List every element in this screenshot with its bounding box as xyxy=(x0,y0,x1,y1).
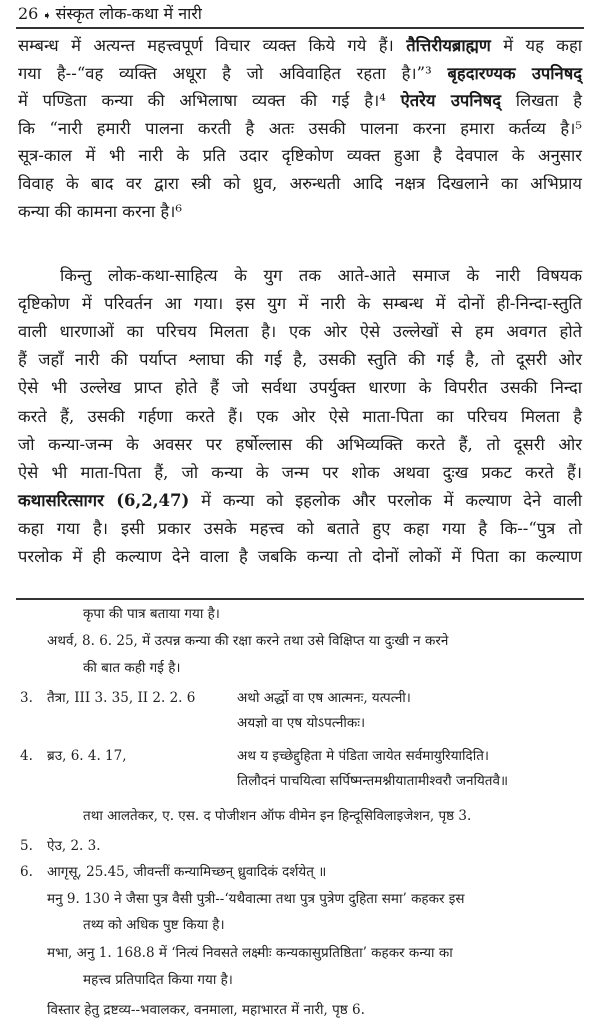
footnote-text: आगृसू, 25.45, जीवन्तीं कन्यामिच्छन् ध्रुवादिकं दर्शयेत् ॥ xyxy=(47,864,327,880)
text-line xyxy=(18,490,582,512)
footnote-text: तैत्रा, III 3. 35, II 2. 2. 6 xyxy=(47,690,196,706)
text-segment: में कन्या को इहलोक और परलोक में कल्याण देने वाली xyxy=(189,490,583,510)
text-segment: सम्बन्ध में अत्यन्त महत्त्वपूर्ण विचार व्यक्त किये गये हैं। xyxy=(18,36,407,55)
text-line xyxy=(18,145,582,167)
text-line xyxy=(18,434,582,456)
text-line xyxy=(18,462,582,484)
text-line xyxy=(18,201,582,223)
footnote-text: मनु 9. 130 ने जैसा पुत्र वैसी पुत्री--‘यथैवात्मा तथा पुत्र पुत्रेण दुहिता समा’ कहकर इस xyxy=(47,891,465,907)
text-segment: दृष्टिकोण में परिवर्तन आ गया। इस युग में नारी के सम्बन्ध में दोनों ही-निन्दा-स्तुति xyxy=(18,294,582,314)
footnote-number: 3. xyxy=(20,690,33,706)
text-line xyxy=(18,173,582,195)
double-arrow-icon: ➧ xyxy=(42,9,52,22)
text-segment: लिखता है xyxy=(500,91,582,111)
text-line xyxy=(18,377,582,399)
footnote-text: कृपा की पात्र बताया गया है। xyxy=(83,606,220,622)
footnote-text: मभा, अनु 1. 168.8 में ‘नित्यं निवसते लक्ष्मीः कन्यकासुप्रतिष्ठिता’ कहकर कन्या का xyxy=(47,945,453,961)
bold-source-title: कथासरित्सागर (6,2,47) xyxy=(18,490,190,510)
sanskrit-quote: अथो अर्द्धो वा एष आत्मनः, यत्पत्नी। xyxy=(237,690,411,706)
running-header xyxy=(18,2,202,24)
text-segment: जो कन्या-जन्म के अवसर पर हर्षोल्लास की अभिव्यक्ति करते हैं, तो दूसरी ओर xyxy=(18,434,582,454)
text-segment: सूत्र-काल में भी नारी के प्रति उदार दृष्टिकोण व्यक्त हुआ है देवपाल के अनुसार xyxy=(18,146,582,166)
sanskrit-quote: अयज्ञो वा एष योऽपत्नीकः। xyxy=(237,715,366,731)
footnote-text: ब्रउ, 6. 4. 17, xyxy=(47,748,127,764)
footnote-number: 6. xyxy=(20,864,33,880)
footnote-rule xyxy=(16,598,584,600)
text-line xyxy=(18,349,582,371)
text-segment: ऐसे भी उल्लेख प्राप्त होते हैं जो सर्वथा उपर्युक्त धारणा के विपरीत उसकी निन्दा xyxy=(18,378,582,398)
text-segment: कन्या की कामना करना है।⁶ xyxy=(18,201,183,221)
sanskrit-quote: तिलौदनं पाचयित्वा सर्पिष्मन्तमश्नीयातामीश्वरौ जनयितवै॥ xyxy=(237,773,509,789)
text-line xyxy=(18,321,582,343)
header-rule xyxy=(16,27,584,29)
footnote-text: महत्त्व प्रतिपादित किया गया है। xyxy=(83,972,233,988)
text-segment: में पण्डिता कन्या की अभिलाषा व्यक्त की गई है।⁴ xyxy=(18,91,401,111)
bold-source-title: बृहदारण्यक उपनिषद् xyxy=(447,63,582,83)
text-line xyxy=(60,265,582,287)
text-line xyxy=(18,293,582,315)
text-line xyxy=(18,63,582,85)
text-segment: कहा गया है। इसी प्रकार उसके महत्त्व को बताते हुए कहा गया है कि--“पुत्र तो xyxy=(18,518,582,538)
footnote-text: की बात कही गई है। xyxy=(83,660,181,676)
text-segment: परलोक में ही कल्याण देने वाला है जबकि कन्या तो दोनों लोकों में पिता का कल्याण xyxy=(18,547,582,566)
footnote-text: विस्तार हेतु द्रष्टव्य--भवालकर, वनमाला, महाभारत में नारी, पृष्ठ 6. xyxy=(47,1002,365,1018)
text-line xyxy=(18,35,582,57)
footnote-text: अथर्व, 8. 6. 25, में उत्पन्न कन्या की रक्षा करने तथा उसे विक्षिप्त या दुःखी न करने xyxy=(47,633,449,649)
footnote-number: 4. xyxy=(20,748,33,764)
text-segment: विवाह के बाद वर द्वारा स्त्री को ध्रुव, अरुन्धती आदि नक्षत्र दिखलाने का अभिप्राय xyxy=(18,174,582,193)
bold-source-title: ऐतरेय उपनिषद् xyxy=(400,91,501,111)
text-segment: हैं जहाँ नारी की पर्याप्त श्लाघा की गई है, उसकी स्तुति की गई है, तो दूसरी ओर xyxy=(18,350,582,370)
text-segment: ऐसे भी माता-पिता हैं, जो कन्या के जन्म पर शोक अथवा दुःख प्रकट करते हैं। xyxy=(18,462,582,482)
text-line xyxy=(18,90,582,112)
text-segment: गया है--“वह व्यक्ति अधूरा है जो अविवाहित रहता है।”³ xyxy=(18,63,448,83)
text-line xyxy=(18,518,582,540)
text-segment: वाली धारणाओं का परिचय मिलता है। एक ओर ऐसे उल्लेखों से हम अवगत होते xyxy=(18,322,582,342)
footnote-number: 5. xyxy=(20,838,33,854)
footnote-text: ऐउ, 2. 3. xyxy=(47,838,101,854)
text-segment: किन्तु लोक-कथा-साहित्य के युग तक आते-आते समाज के नारी विषयक xyxy=(60,266,582,285)
text-segment: में यह कहा xyxy=(490,36,583,55)
text-line xyxy=(18,118,582,140)
text-line xyxy=(18,406,582,428)
page-number: 26 xyxy=(18,4,39,23)
footnote-text: तथ्य को अधिक पुष्ट किया है। xyxy=(83,917,225,933)
sanskrit-quote: अथ य इच्छेद्दुहिता मे पंडिता जायेत सर्वमायुरियादिति। xyxy=(237,748,490,764)
footnote-text: तथा आलतेकर, ए. एस. द पोजीशन ऑफ वीमेन इन हिन्दूसिविलाइजेशन, पृष्ठ 3. xyxy=(83,808,472,824)
book-title: संस्कृत लोक-कथा में नारी xyxy=(55,4,202,23)
text-line xyxy=(18,546,582,568)
text-segment: कि “नारी हमारी पालना करती है अतः उसकी पालना करना हमारा कर्तव्य है।⁵ xyxy=(18,118,582,138)
text-segment: करते हैं, उसकी गर्हणा करते हैं। एक ओर ऐसे माता-पिता का परिचय मिलता है xyxy=(18,406,582,426)
bold-source-title: तैत्तिरीयब्राह्मण xyxy=(406,36,491,55)
